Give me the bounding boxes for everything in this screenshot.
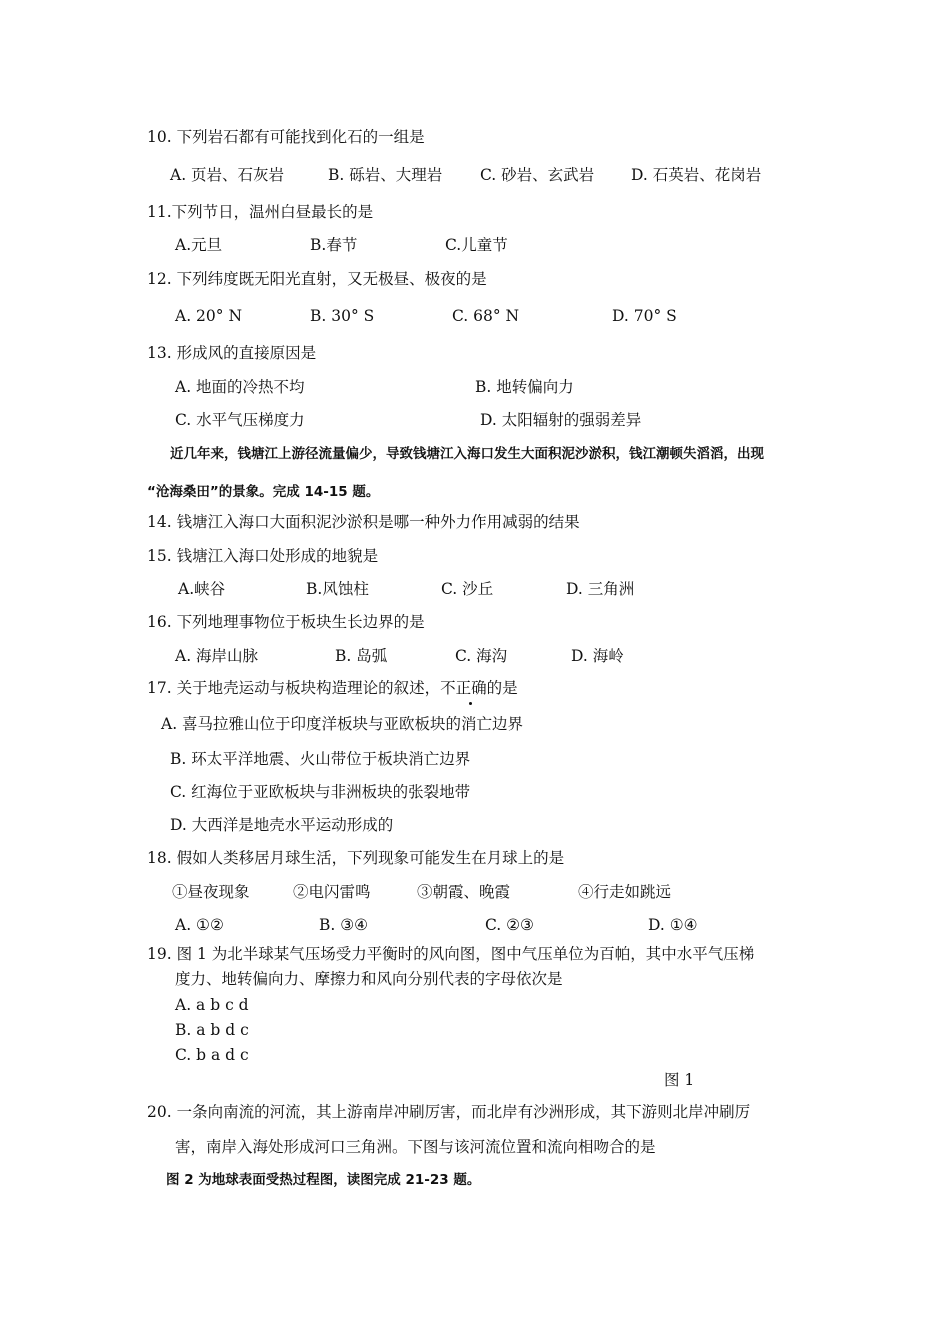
q10-option-c: C. 砂岩、玄武岩 xyxy=(480,166,595,184)
q19-option-b: B. a b d c xyxy=(175,1021,249,1039)
q10-option-d: D. 石英岩、花岗岩 xyxy=(631,166,762,184)
question-16-stem: 16. 下列地理事物位于板块生长边界的是 xyxy=(147,613,425,631)
q16-option-b: B. 岛弧 xyxy=(335,647,388,665)
question-10-stem: 10. 下列岩石都有可能找到化石的一组是 xyxy=(147,128,425,146)
q16-option-a: A. 海岸山脉 xyxy=(175,647,259,665)
question-13-stem: 13. 形成风的直接原因是 xyxy=(147,344,317,362)
q13-option-b: B. 地转偏向力 xyxy=(475,378,574,396)
question-14-stem: 14. 钱塘江入海口大面积泥沙淤积是哪一种外力作用减弱的结果 xyxy=(147,513,580,531)
passage-21-23-intro: 图 2 为地球表面受热过程图，读图完成 21-23 题。 xyxy=(166,1172,481,1188)
q19-option-a: A. a b c d xyxy=(175,996,249,1014)
q18-option-a: A. ①② xyxy=(175,916,224,934)
q17-option-b: B. 环太平洋地震、火山带位于板块消亡边界 xyxy=(170,750,471,768)
passage-14-15-line2: “沧海桑田”的景象。完成 14-15 题。 xyxy=(147,484,380,500)
question-19-stem-line2: 度力、地转偏向力、摩擦力和风向分别代表的字母依次是 xyxy=(175,970,563,988)
q12-option-d: D. 70° S xyxy=(612,307,677,325)
figure-1-caption: 图 1 xyxy=(664,1071,695,1089)
question-20-stem-line2: 害，南岸入海处形成河口三角洲。下图与该河流位置和流向相吻合的是 xyxy=(175,1138,656,1156)
q16-option-d: D. 海岭 xyxy=(571,647,624,665)
q11-option-a: A.元旦 xyxy=(175,236,223,254)
q12-option-a: A. 20° N xyxy=(175,307,243,325)
q15-option-b: B.风蚀柱 xyxy=(306,580,369,598)
q18-option-c: C. ②③ xyxy=(485,916,534,934)
question-20-stem-line1: 20. 一条向南流的河流，其上游南岸冲刷厉害，而北岸有沙洲形成，其下游则北岸冲刷厉 xyxy=(147,1103,751,1121)
q17-option-a: A. 喜马拉雅山位于印度洋板块与亚欧板块的消亡边界 xyxy=(161,715,524,733)
q12-option-c: C. 68° N xyxy=(452,307,520,325)
question-18-stem: 18. 假如人类移居月球生活，下列现象可能发生在月球上的是 xyxy=(147,849,565,867)
emphasis-dot xyxy=(469,702,472,705)
q13-option-c: C. 水平气压梯度力 xyxy=(175,411,305,429)
q15-option-a: A.峡谷 xyxy=(178,580,226,598)
q11-option-c: C.儿童节 xyxy=(445,236,508,254)
q12-option-b: B. 30° S xyxy=(310,307,375,325)
passage-14-15-line1: 近几年来，钱塘江上游径流量偏少，导致钱塘江入海口发生大面积泥沙淤积，钱江潮顿失滔滔，出现 xyxy=(170,446,764,462)
q10-option-b: B. 砾岩、大理岩 xyxy=(328,166,443,184)
q18-option-d: D. ①④ xyxy=(648,916,698,934)
q17-option-c: C. 红海位于亚欧板块与非洲板块的张裂地带 xyxy=(170,783,471,801)
q11-option-b: B.春节 xyxy=(310,236,358,254)
q18-item-3: ③朝霞、晚霞 xyxy=(417,883,511,901)
q15-option-c: C. 沙丘 xyxy=(441,580,494,598)
question-12-stem: 12. 下列纬度既无阳光直射，又无极昼、极夜的是 xyxy=(147,270,487,288)
question-11-stem: 11.下列节日，温州白昼最长的是 xyxy=(147,203,374,221)
q17-option-d: D. 大西洋是地壳水平运动形成的 xyxy=(170,816,394,834)
q19-option-c: C. b a d c xyxy=(175,1046,249,1064)
q18-option-b: B. ③④ xyxy=(319,916,369,934)
q18-item-2: ②电闪雷鸣 xyxy=(293,883,371,901)
q18-item-1: ①昼夜现象 xyxy=(172,883,250,901)
question-19-stem-line1: 19. 图 1 为北半球某气压场受力平衡时的风向图，图中气压单位为百帕，其中水平气压梯 xyxy=(147,945,755,963)
q16-option-c: C. 海沟 xyxy=(455,647,508,665)
q13-option-d: D. 太阳辐射的强弱差异 xyxy=(480,411,642,429)
q13-option-a: A. 地面的冷热不均 xyxy=(175,378,305,396)
question-15-stem: 15. 钱塘江入海口处形成的地貌是 xyxy=(147,547,379,565)
q18-item-4: ④行走如跳远 xyxy=(578,883,672,901)
q15-option-d: D. 三角洲 xyxy=(566,580,635,598)
question-17-stem: 17. 关于地壳运动与板块构造理论的叙述，不正确的是 xyxy=(147,679,518,697)
q10-option-a: A. 页岩、石灰岩 xyxy=(170,166,285,184)
